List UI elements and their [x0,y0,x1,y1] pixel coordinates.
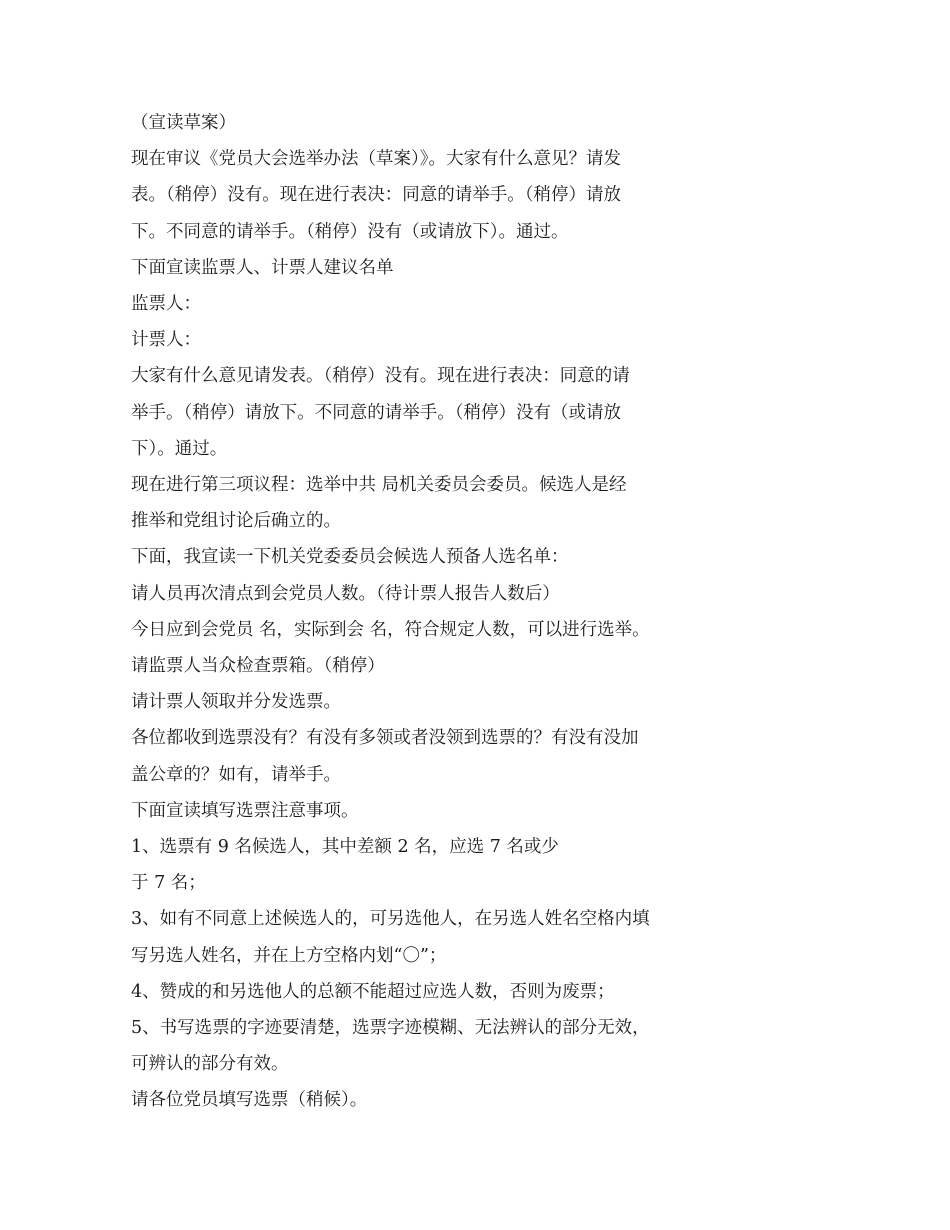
text-line: 请计票人领取并分发选票。 [131,692,341,713]
text-line: 请监票人当众检查票箱。（稍停） [131,656,385,677]
text-line: 4、赞成的和另选他人的总额不能超过应选人数，否则为废票； [131,981,615,1002]
text-line: 下。不同意的请举手。（稍停）没有（或请放下）。通过。 [131,221,569,242]
text-line: 监票人： [131,294,201,315]
text-line: 举手。（稍停）请放下。不同意的请举手。（稍停）没有（或请放 [131,402,621,423]
text-line: 各位都收到选票没有？有没有多领或者没领到选票的？有没有没加 [131,728,639,749]
text-line: 计票人： [131,330,201,351]
text-line: 推举和党组讨论后确立的。 [131,511,341,532]
text-line: 请人员再次清点到会党员人数。（待计票人报告人数后） [131,583,560,604]
text-line: 大家有什么意见请发表。（稍停）没有。现在进行表决：同意的请 [131,366,630,387]
text-line: 表。（稍停）没有。现在进行表决：同意的请举手。（稍停）请放 [131,185,621,206]
text-line: 现在审议《党员大会选举办法（草案）》。大家有什么意见？请发 [131,149,621,170]
text-line: 于 7 名； [131,873,206,894]
text-line: 可辨认的部分有效。 [131,1054,289,1075]
text-line: 5、书写选票的字迹要清楚，选票字迹模糊、无法辨认的部分无效， [131,1018,650,1039]
text-line: （宣读草案） [131,113,236,133]
text-line: 1、选票有 9 名候选人，其中差额 2 名，应选 7 名或少 [131,837,559,858]
text-line: 今日应到会党员 名，实际到会 名，符合规定人数，可以进行选举。 [131,619,650,640]
text-line: 下）。通过。 [131,438,228,459]
text-line: 下面宣读监票人、计票人建议名单 [131,257,394,278]
text-line: 下面，我宣读一下机关党委委员会候选人预备人选名单： [131,547,569,568]
text-line: 写另选人姓名，并在上方空格内划“〇”； [131,945,447,966]
text-line: 3、如有不同意上述候选人的，可另选他人，在另选人姓名空格内填 [131,909,650,930]
text-line: 下面宣读填写选票注意事项。 [131,800,359,821]
document-body [131,105,691,1119]
text-line: 请各位党员填写选票（稍候）。 [131,1090,368,1111]
text-line: 盖公章的？如有，请举手。 [131,764,341,785]
text-line: 现在进行第三项议程：选举中共 局机关委员会委员。候选人是经 [131,475,627,496]
